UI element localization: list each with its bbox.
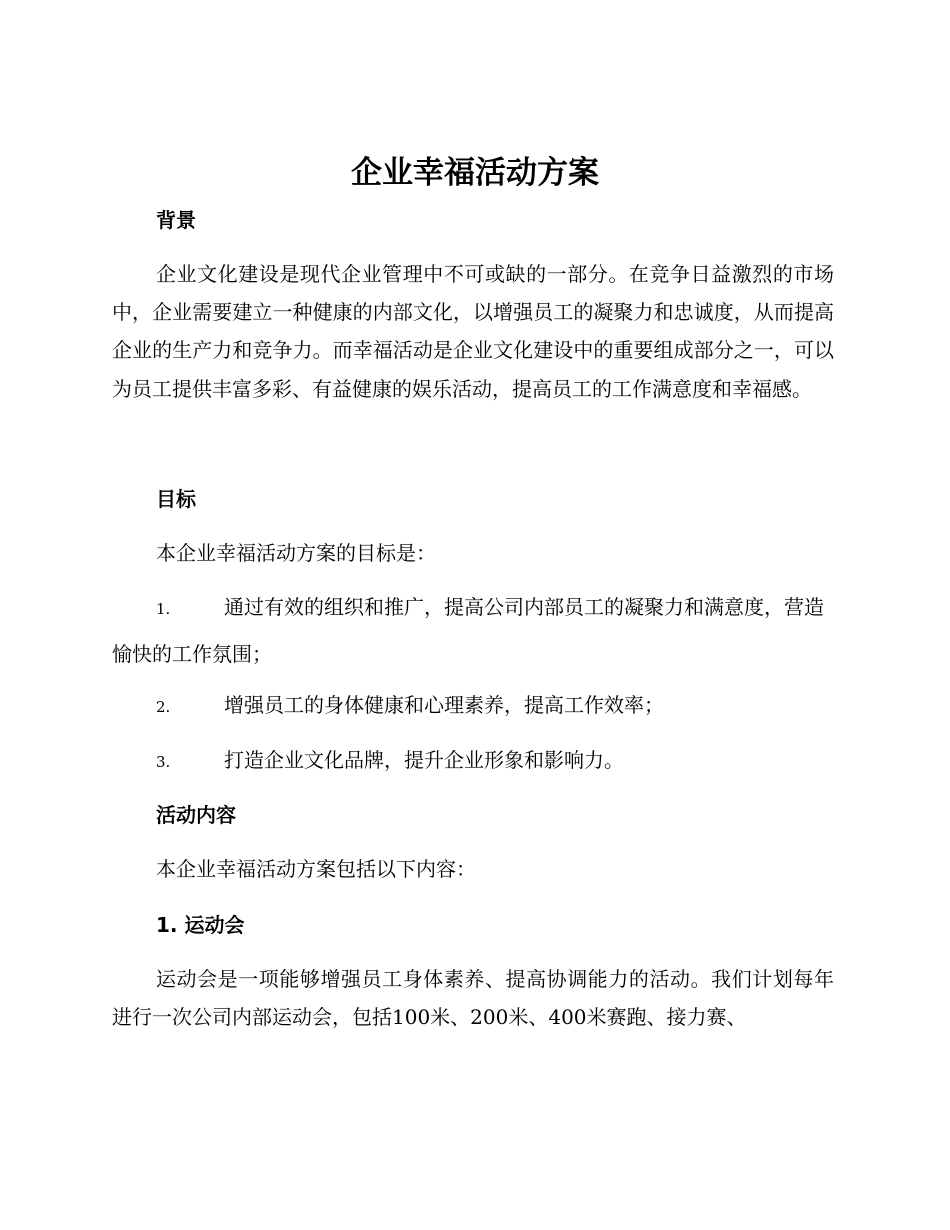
document-title: 企业幸福活动方案: [351, 155, 599, 191]
section-heading-background: 背景: [156, 208, 196, 232]
section-heading-goals: 目标: [156, 487, 196, 511]
goal-item-3: [112, 738, 834, 785]
goals-intro: 本企业幸福活动方案的目标是：: [156, 541, 436, 565]
goal-item-text: 打造企业文化品牌，提升企业形象和影响力。: [224, 748, 624, 772]
goal-item-number: 3.: [156, 753, 171, 771]
goal-item-2: [112, 683, 834, 730]
goal-item-number: 2.: [156, 698, 171, 716]
sports-paragraph: 运动会是一项能够增强员工身体素养、提高协调能力的活动。我们计划每年进行一次公司内部运动会，包括100米、200米、400米赛跑、接力赛、: [112, 967, 834, 1030]
content-intro: 本企业幸福活动方案包括以下内容：: [156, 857, 476, 881]
goal-item-number: 1.: [156, 600, 171, 618]
background-paragraph: 企业文化建设是现代企业管理中不可或缺的一部分。在竞争日益激烈的市场中，企业需要建立一种健康的内部文化，以增强员工的凝聚力和忠诚度，从而提高企业的生产力和竞争力。而幸福活动是企业文化建设中的重要组成部分之一，可以为员工提供丰富多彩、有益健康的娱乐活动，提高员工的工作满意度和幸福感。: [112, 262, 834, 401]
subsection-heading-sports: 1. 运动会: [156, 913, 245, 937]
goal-item-1: [112, 585, 834, 677]
section-heading-content: 活动内容: [156, 803, 236, 827]
goal-item-text: 增强员工的身体健康和心理素养，提高工作效率；: [224, 693, 664, 717]
goal-item-text: 通过有效的组织和推广，提高公司内部员工的凝聚力和满意度，营造愉快的工作氛围；: [112, 595, 824, 666]
